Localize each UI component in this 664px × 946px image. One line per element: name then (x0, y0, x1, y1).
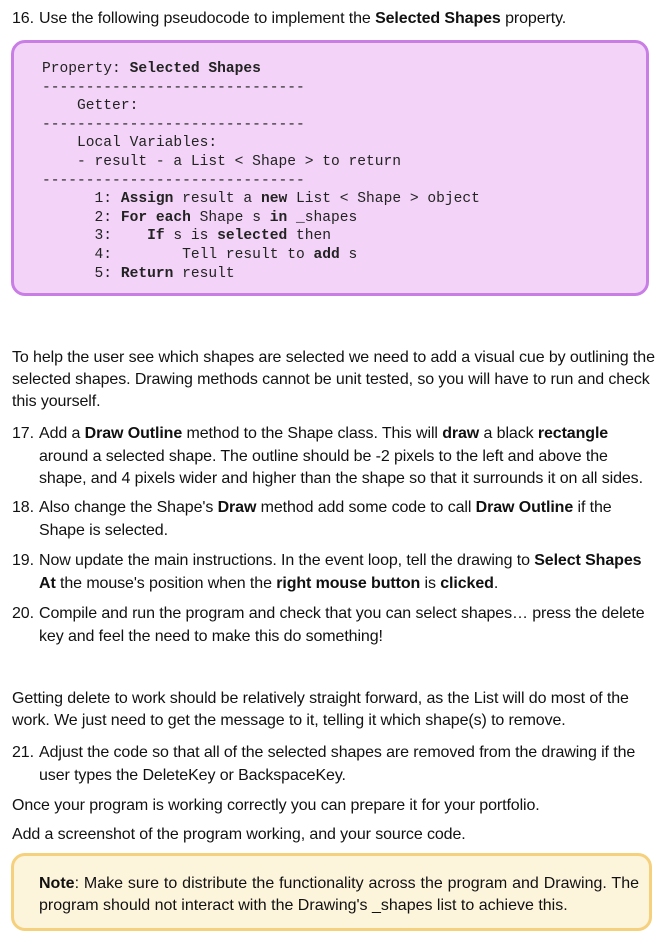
step-number: 20. (12, 605, 34, 622)
step-number: 16. (12, 10, 34, 27)
step-text: Compile and run the program and check that you can select shapes… press the delete key and feel the need to make this do something! (39, 605, 645, 645)
code-line: ------------------------------ (42, 116, 305, 133)
pseudocode-box (11, 40, 649, 296)
step-text: Now update the main instructions. In the event loop, tell the drawing to Select Shapes At the mouse's position when the right mouse button is clicked. (39, 552, 642, 592)
note-label: Note (39, 875, 75, 892)
step-number: 18. (12, 499, 34, 516)
step-text: Adjust the code so that all of the selected shapes are removed from the drawing if the user types the DeleteKey or BackspaceKey. (39, 744, 636, 784)
code-line: ------------------------------ (42, 79, 305, 96)
step-number: 17. (12, 425, 34, 442)
step-number: 19. (12, 552, 34, 569)
portfolio-paragraph: Once your program is working correctly you can prepare it for your portfolio. (12, 797, 540, 814)
code-line: 1: Assign result a new List < Shape > object (42, 191, 480, 208)
code-line: ------------------------------ (42, 172, 305, 189)
delete-intro-paragraph: Getting delete to work should be relatively straight forward, as the List will do most of the work. We just need to get the message to it, telling it which shape(s) to remove. (12, 690, 629, 729)
code-line: 4: Tell result to add s (42, 246, 358, 263)
step-text: Add a Draw Outline method to the Shape class. This will draw a black rectangle around a selected shape. The outline should be -2 pixels to the left and above the shape, and 4 pixels wider and higher than the shape so that it surrounds it on all sides. (39, 425, 643, 487)
note-text: Note: Make sure to distribute the functionality across the program and Drawing. The program should not interact with the Drawing's _shapes list to achieve this. (39, 875, 639, 914)
code-line: - result - a List < Shape > to return (42, 153, 402, 170)
screenshot-paragraph: Add a screenshot of the program working, and your source code. (12, 826, 466, 843)
code-line: 5: Return result (42, 265, 235, 282)
code-line: Getter: (42, 98, 139, 115)
outline-intro-paragraph: To help the user see which shapes are selected we need to add a visual cue by outlining the selected shapes. Drawing methods cannot be unit tested, so you will have to run and check this yourself. (12, 349, 655, 410)
code-line: Local Variables: (42, 135, 218, 152)
code-line: 3: If s is selected then (42, 228, 332, 245)
step-number: 21. (12, 744, 34, 761)
step-text: Also change the Shape's Draw method add some code to call Draw Outline if the Shape is selected. (39, 499, 612, 539)
code-line: 2: For each Shape s in _shapes (42, 209, 358, 226)
note-box (11, 853, 652, 931)
pseudocode-listing (42, 60, 480, 283)
step-text: Use the following pseudocode to implement the Selected Shapes property. (39, 10, 567, 27)
code-line: Property: Selected Shapes (42, 61, 261, 77)
